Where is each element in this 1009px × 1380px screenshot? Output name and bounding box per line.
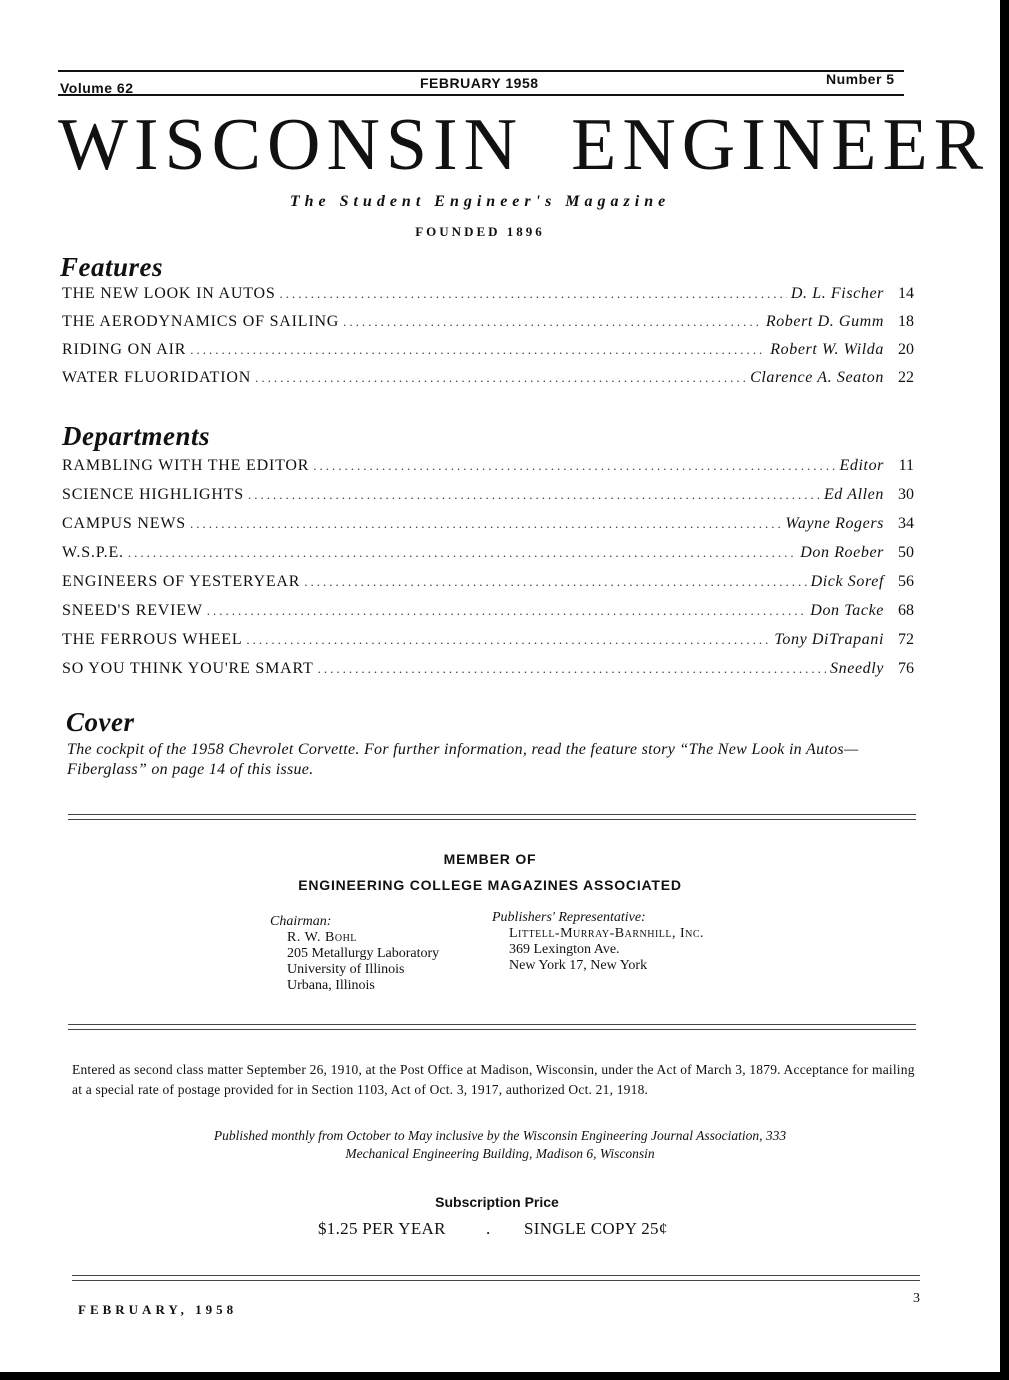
entry-title: SO YOU THINK YOU'RE SMART [62, 660, 314, 677]
entry-author: Wayne Rogers [785, 515, 884, 532]
department-entry[interactable] [62, 660, 914, 682]
department-entry[interactable] [62, 573, 914, 595]
feature-entry[interactable] [62, 341, 914, 363]
department-entry[interactable] [62, 602, 914, 624]
entry-page: 68 [898, 602, 914, 619]
entry-title: ENGINEERS OF YESTERYEAR [62, 573, 301, 590]
entry-page: 20 [898, 341, 914, 358]
features-heading: Features [60, 252, 164, 282]
price-single-copy: SINGLE COPY 25¢ [524, 1219, 668, 1238]
dot-leader [207, 603, 807, 619]
entry-title: CAMPUS NEWS [62, 515, 186, 532]
chairman-address-line: 205 Metallurgy Laboratory [287, 946, 440, 961]
entry-title: THE AERODYNAMICS OF SAILING [62, 313, 340, 330]
header-rule-top [58, 70, 904, 72]
entry-title: SNEED'S REVIEW [62, 602, 203, 619]
department-entry[interactable] [62, 631, 914, 653]
cover-heading: Cover [66, 707, 135, 737]
issue-date: FEBRUARY 1958 [420, 75, 539, 91]
publisher-notice [0, 1127, 1000, 1163]
feature-entry[interactable] [62, 285, 914, 307]
dot-leader [343, 314, 762, 330]
department-entry[interactable] [62, 544, 914, 566]
entry-page: 11 [898, 457, 914, 474]
entry-page: 76 [898, 660, 914, 677]
masthead-title [58, 104, 990, 186]
entry-page: 14 [898, 285, 914, 302]
dot-leader [128, 545, 796, 561]
dot-leader [313, 458, 835, 474]
representative-address-line: 369 Lexington Ave. [509, 942, 620, 957]
volume-label: Volume 62 [60, 80, 134, 96]
cover-description: The cockpit of the 1958 Chevrolet Corvette. For further information, read the feature story “The New Look in Autos—Fiberglass” on page 14 of this issue. [67, 741, 859, 778]
member-of-line: MEMBER OF [443, 851, 537, 867]
price-separator: . [486, 1219, 491, 1238]
representative-name: Littell-Murray-Barnhill, Inc. [509, 926, 705, 941]
entry-author: Dick Soref [810, 573, 884, 590]
entry-title: RIDING ON AIR [62, 341, 187, 358]
founded-line: FOUNDED 1896 [415, 224, 545, 239]
entry-title: RAMBLING WITH THE EDITOR [62, 457, 310, 474]
dot-leader [318, 661, 826, 677]
entry-author: Don Roeber [800, 544, 884, 561]
entry-page: 18 [898, 313, 914, 330]
entry-author: Robert W. Wilda [770, 341, 884, 358]
chairman-address-line: University of Illinois [287, 962, 405, 977]
publisher-line: Mechanical Engineering Building, Madison 6, Wisconsin [345, 1146, 655, 1161]
entry-page: 56 [898, 573, 914, 590]
entry-author: D. L. Fischer [790, 285, 884, 302]
dot-leader [248, 487, 820, 503]
divider-rule [72, 1275, 920, 1281]
entry-author: Ed Allen [823, 486, 884, 503]
entry-page: 50 [898, 544, 914, 561]
page-number: 3 [913, 1291, 920, 1306]
tagline: The Student Engineer's Magazine [289, 193, 671, 210]
representative-label: Publishers' Representative: [492, 910, 646, 925]
postal-entry-notice: Entered as second class matter September 26, 1910, at the Post Office at Madison, Wisconsin, under the Act of March 3, 1879. Acceptance for mailing at a special rate of postage provided for in Section 1103, Act of Oct. 3, 1917, authorized Oct. 21, 1918. [72, 1062, 915, 1097]
dot-leader [246, 632, 770, 648]
divider-rule [68, 1024, 916, 1030]
dot-leader [280, 286, 787, 302]
entry-title: W.S.P.E. [62, 544, 124, 561]
representative-address-line: New York 17, New York [509, 958, 648, 973]
dot-leader [255, 370, 746, 386]
department-entry[interactable] [62, 515, 914, 537]
publisher-line: Published monthly from October to May inclusive by the Wisconsin Engineering Journal Association, 333 [213, 1128, 787, 1143]
department-entry[interactable] [62, 457, 914, 479]
masthead-word-1: WISCONSIN [58, 104, 524, 186]
feature-entry[interactable] [62, 369, 914, 391]
subscription-heading: Subscription Price [435, 1194, 559, 1210]
masthead-word-2: ENGINEER [571, 104, 990, 186]
department-entry[interactable] [62, 486, 914, 508]
entry-author: Clarence A. Seaton [750, 369, 884, 386]
chairman-label: Chairman: [270, 914, 332, 929]
entry-author: Sneedly [830, 660, 884, 677]
page-edge-right [1000, 0, 1009, 1380]
entry-author: Don Tacke [810, 602, 884, 619]
entry-page: 30 [898, 486, 914, 503]
entry-author: Robert D. Gumm [765, 313, 884, 330]
dot-leader [190, 342, 766, 358]
entry-author: Editor [839, 457, 884, 474]
entry-author: Tony DiTrapani [774, 631, 884, 648]
feature-entry[interactable] [62, 313, 914, 335]
price-per-year: $1.25 PER YEAR [318, 1219, 446, 1238]
entry-title: THE NEW LOOK IN AUTOS [62, 285, 276, 302]
representative-block [492, 910, 704, 974]
entry-page: 34 [898, 515, 914, 532]
departments-heading: Departments [62, 421, 211, 451]
entry-title: SCIENCE HIGHLIGHTS [62, 486, 244, 503]
entry-page: 22 [898, 369, 914, 386]
entry-page: 72 [898, 631, 914, 648]
issue-number: Number 5 [826, 71, 895, 87]
dot-leader [190, 516, 781, 532]
entry-title: THE FERROUS WHEEL [62, 631, 243, 648]
association-name: ENGINEERING COLLEGE MAGAZINES ASSOCIATED [298, 877, 682, 893]
chairman-name: R. W. Bohl [287, 930, 357, 945]
dot-leader [304, 574, 806, 590]
footer-date: FEBRUARY, 1958 [78, 1302, 238, 1317]
header-rule-bottom [58, 94, 904, 96]
page-edge-bottom [0, 1372, 1009, 1380]
divider-rule [68, 814, 916, 820]
entry-title: WATER FLUORIDATION [62, 369, 252, 386]
chairman-block [270, 914, 439, 994]
chairman-address-line: Urbana, Illinois [287, 978, 375, 993]
